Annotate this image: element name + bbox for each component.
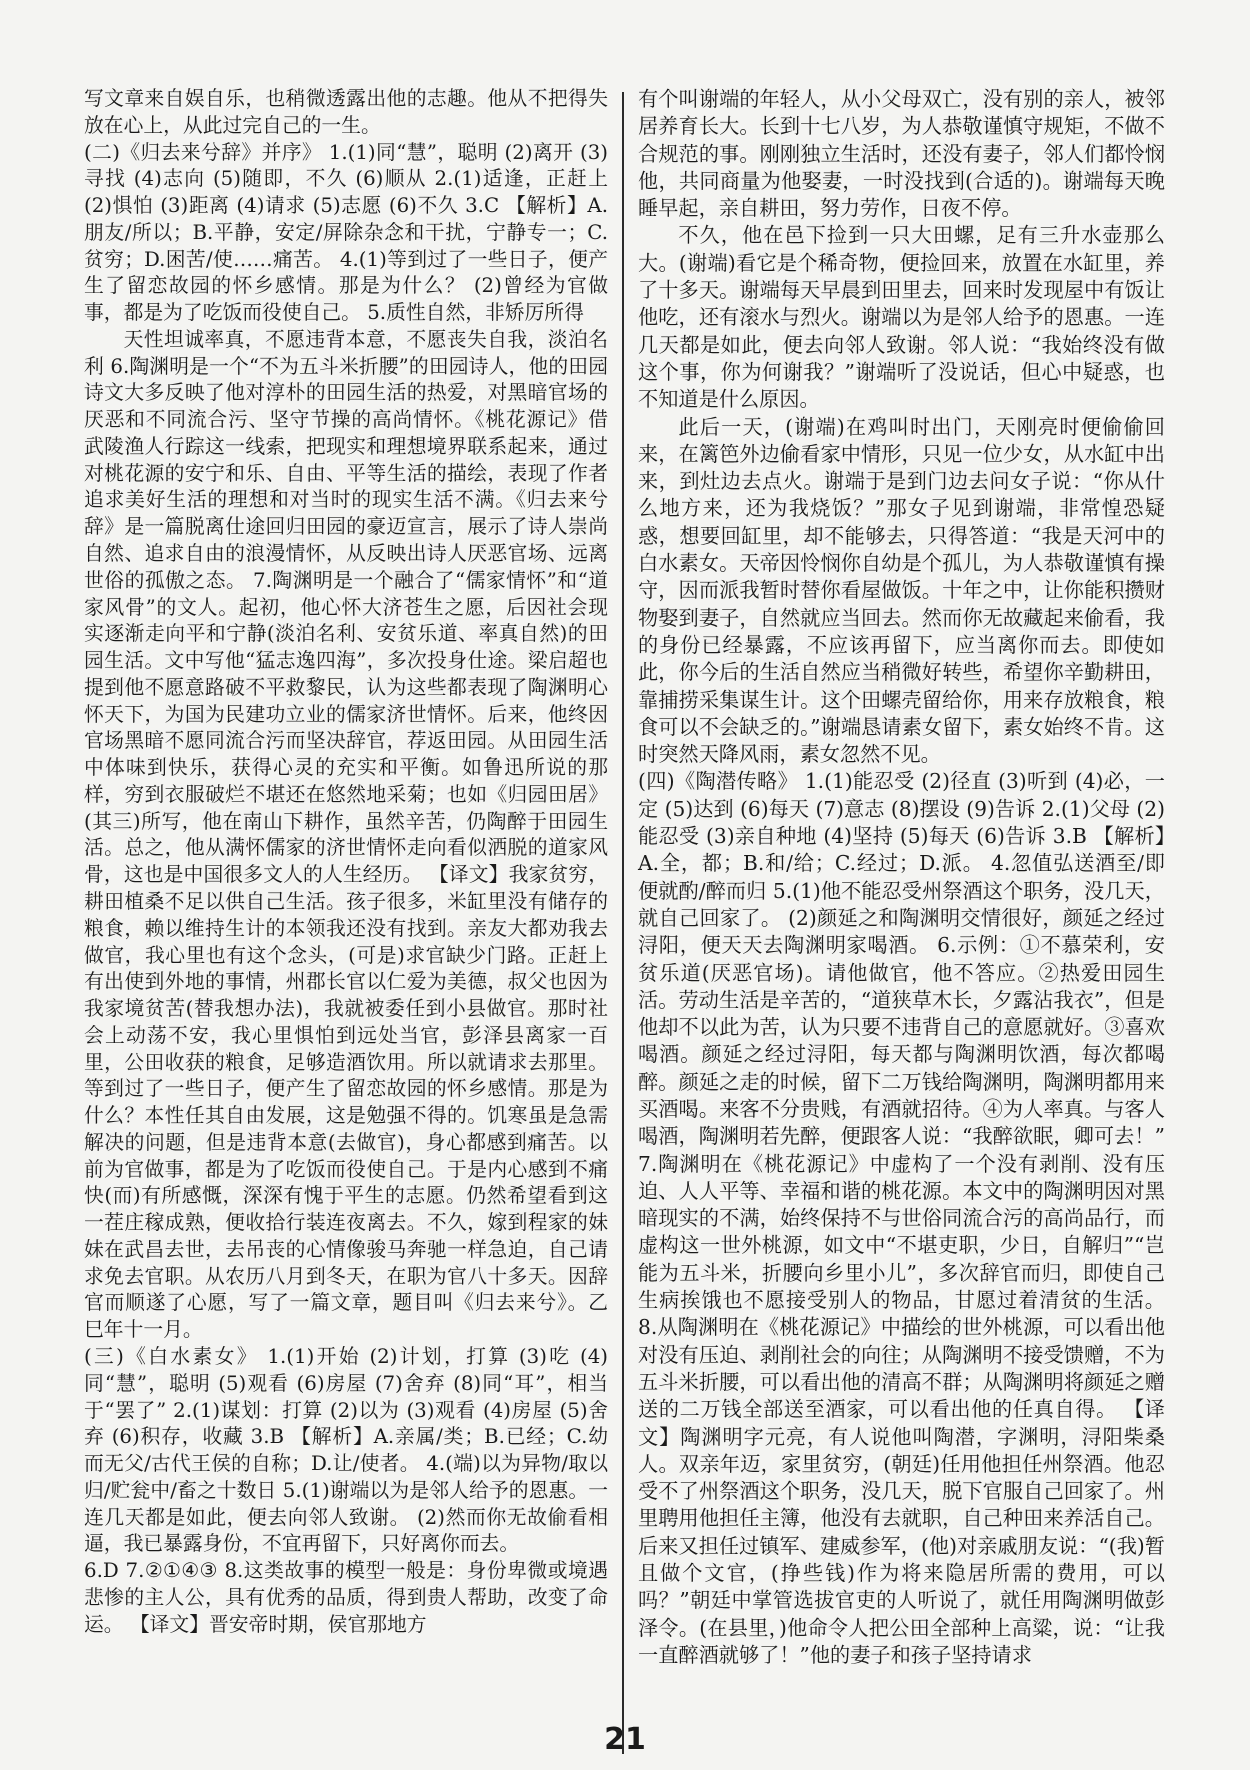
left-paragraph-3: 天性坦诚率真，不愿违背本意，不愿丧失自我，淡泊名利 6.陶渊明是一个“不为五斗米折腰”的田园诗人，他的田园诗文大多反映了他对淳朴的田园生活的热爱，对黑暗官场的厌恶和不同流合污、坚守节操的高尚情怀。《桃花源记》借武陵渔人行踪这一线索，把现实和理想境界联系起来，通过对桃花源的安宁和乐、自由、平等生活的描绘，表现了作者追求美好生活的理想和对当时的现实生活不满。《归去来兮辞》是一篇脱离仕途回归田园的豪迈宣言，展示了诗人崇尚自然、追求自由的浪漫情怀，从反映出诗人厌恶官场、远离世俗的孤傲之态。 7.陶渊明是一个融合了“儒家情怀”和“道家风骨”的文人。起初，他心怀大济苍生之愿，后因社会现实逐渐走向平和宁静(淡泊名利、安贫乐道、率真自然)的田园生活。文中写他“猛志逸四海”，多次投身仕途。梁启超也提到他不愿意路破不平救黎民，认为这些都表现了陶渊明心怀天下，为国为民建功立业的儒家济世情怀。后来，他终因官场黑暗不愿同流合污而坚决辞官，荐返田园。从田园生活中体味到快乐，获得心灵的充实和平衡。如鲁迅所说的那样，穷到衣服破烂不堪还在悠然地采菊；也如《归园田居》(其三)所写，他在南山下耕作，虽然辛苦，仍陶醉于田园生活。总之，他从满怀儒家的济世情怀走向看似洒脱的道家风骨，这也是中国很多文人的人生经历。 【译文】我家贫穷，耕田植桑不足以供自己生活。孩子很多，米缸里没有储存的粮食，赖以维持生计的本领我还没有找到。亲友大都劝我去做官，我心里也有这个念头，(可是)求官缺少门路。正赶上有出使到外地的事情，州郡长官以仁爱为美德，叔父也因为我家境贫苦(替我想办法)，我就被委任到小县做官。那时社会上动荡不安，我心里惧怕到远处当官，彭泽县离家一百里，公田收获的粮食，足够造酒饮用。所以就请求去那里。等到过了一些日子，便产生了留恋故园的怀乡感情。那是为什么？本性任其自由发展，这是勉强不得的。饥寒虽是急需解决的问题，但是违背本意(去做官)，身心都感到痛苦。以前为官做事，都是为了吃饭而役使自己。于是内心感到不痛快(而)有所感慨，深深有愧于平生的志愿。仍然希望看到这一茬庄稼成熟，便收拾行装连夜离去。不久，嫁到程家的妹妹在武昌去世，去吊丧的心情像骏马奔驰一样急迫，自己请求免去官职。从农历八月到冬天，在职为官八十多天。因辞官而顺遂了心愿，写了一篇文章，题目叫《归去来兮》。乙巳年十一月。 xyxy=(84,327,608,1342)
left-column xyxy=(84,86,608,1638)
left-paragraph-2: (二)《归去来兮辞》并序》 1.(1)同“慧”，聪明 (2)离开 (3)寻找 (4)志向 (5)随即，不久 (6)顺从 2.(1)适逢，正赶上 (2)惧怕 (3)距离 (4)请求 (5)志愿 (6)不久 3.C 【解析】A.朋友/所以；B.平静，安定/屏除杂念和干扰，宁静专一；C.贫穷；D.困苦/使……痛苦。 4.(1)等到过了一些日子，便产生了留恋故园的怀乡感情。那是为什么？ (2)曾经为官做事，都是为了吃饭而役使自己。 5.质性自然，非矫厉所得 xyxy=(84,140,608,325)
right-column xyxy=(638,86,1165,1669)
left-paragraph-5: 6.D 7.②①④③ 8.这类故事的模型一般是：身份卑微或境遇悲惨的主人公，具有优秀的品质，得到贵人帮助，改变了命运。 【译文】晋安帝时期，侯官那地方 xyxy=(84,1559,608,1636)
right-paragraph-2: 不久，他在邑下捡到一只大田螺，足有三升水壶那么大。(谢端)看它是个稀奇物，便捡回来，放置在水缸里，养了十多天。谢端每天早晨到田里去，回来时发现屋中有饭让他吃，还有滚水与烈火。谢端以为是邻人给予的恩惠。一连几天都是如此，便去向邻人致谢。邻人说：“我始终没有做这个事，你为何谢我？”谢端听了没说话，但心中疑惑，也不知道是什么原因。 xyxy=(638,223,1165,412)
column-divider xyxy=(622,92,624,1754)
right-paragraph-1: 有个叫谢端的年轻人，从小父母双亡，没有别的亲人，被邻居养育长大。长到十七八岁，为人恭敬谨慎守规矩，不做不合规范的事。刚刚独立生活时，还没有妻子，邻人们都怜悯他，共同商量为他娶妻，一时没找到(合适的)。谢端每天晚睡早起，亲自耕田，努力劳作，日夜不停。 xyxy=(638,87,1165,221)
page-number: 21 xyxy=(604,1722,646,1757)
left-paragraph-1: 写文章来自娱自乐，也稍微透露出他的志趣。他从不把得失放在心上，从此过完自己的一生。 xyxy=(84,87,608,137)
right-paragraph-4: (四)《陶潜传略》 1.(1)能忍受 (2)径直 (3)听到 (4)必，一定 (5)达到 (6)每天 (7)意志 (8)摆设 (9)告诉 2.(1)父母 (2)能忍受 (3)亲自种地 (4)坚持 (5)每天 (6)告诉 3.B 【解析】A.全，都；B.和/给；C.经过；D.派。 4.忽值弘送酒至/即便就酌/醉而归 5.(1)他不能忍受州祭酒这个职务，没几天，就自己回家了。 (2)颜延之和陶渊明交情很好，颜延之经过浔阳，便天天去陶渊明家喝酒。 6.示例：①不慕荣利，安贫乐道(厌恶官场)。请他做官，他不答应。②热爱田园生活。劳动生活是辛苦的，“道狭草木长，夕露沾我衣”，但是他却不以此为苦，认为只要不违背自己的意愿就好。③喜欢喝酒。颜延之经过浔阳，每天都与陶渊明饮酒，每次都喝醉。颜延之走的时候，留下二万钱给陶渊明，陶渊明都用来买酒喝。来客不分贵贱，有酒就招待。④为人率真。与客人喝酒，陶渊明若先醉，便跟客人说：“我醉欲眠，卿可去！” 7.陶渊明在《桃花源记》中虚构了一个没有剥削、没有压迫、人人平等、幸福和谐的桃花源。本文中的陶渊明因对黑暗现实的不满，始终保持不与世俗同流合污的高尚品行，而虚构这一世外桃源，如文中“不堪吏职，少日，自解归”“岂能为五斗米，折腰向乡里小儿”，多次辞官而归，即使自己生病挨饿也不愿接受别人的物品，甘愿过着清贫的生活。 8.从陶渊明在《桃花源记》中描绘的世外桃源，可以看出他对没有压迫、剥削社会的向往；从陶渊明不接受馈赠，不为五斗米折腰，可以看出他的清高不群；从陶渊明将颜延之赠送的二万钱全部送至酒家，可以看出他的任真自得。 【译文】陶渊明字元亮，有人说他叫陶潜，字渊明，浔阳柴桑人。双亲年迈，家里贫穷，(朝廷)任用他担任州祭酒。他忍受不了州祭酒这个职务，没几天，脱下官服自己回家了。州里聘用他担任主簿，他没有去就职，自己种田来养活自己。后来又担任过镇军、建威参军，(他)对亲戚朋友说：“(我)暂且做个文官，(挣些钱)作为将来隐居所需的费用，可以吗？”朝廷中掌管选拔官吏的人听说了，就任用陶渊明做彭泽令。(在县里，)他命令人把公田全部种上高粱，说：“让我一直醉酒就够了！”他的妻子和孩子坚持请求 xyxy=(638,769,1165,1667)
left-paragraph-4: (三)《白水素女》 1.(1)开始 (2)计划，打算 (3)吃 (4)同“慧”，聪明 (5)观看 (6)房屋 (7)舍弃 (8)同“耳”，相当于“罢了” 2.(1)谋划：打算 (2)以为 (3)观看 (4)房屋 (5)舍弃 (6)积存，收藏 3.B 【解析】A.亲属/类；B.已经；C.幼而无父/古代王侯的自称；D.让/使者。 4.(端)以为异物/取以归/贮瓮中/畜之十数日 5.(1)谢端以为是邻人给予的恩惠。一连几天都是如此，便去向邻人致谢。 (2)然而你无故偷看相逼，我已暴露身份，不宜再留下，只好离你而去。 xyxy=(84,1344,608,1556)
right-paragraph-3: 此后一天，(谢端)在鸡叫时出门，天刚亮时便偷偷回来，在篱笆外边偷看家中情形，只见一位少女，从水缸中出来，到灶边去点火。谢端于是到门边去问女子说：“你从什么地方来，还为我烧饭？”那女子见到谢端，非常惶恐疑惑，想要回缸里，却不能够去，只得答道：“我是天河中的白水素女。天帝因怜悯你自幼是个孤儿，为人恭敬谨慎有操守，因而派我暂时替你看屋做饭。十年之中，让你能积攒财物娶到妻子，自然就应当回去。然而你无故藏起来偷看，我的身份已经暴露，不应该再留下，应当离你而去。即使如此，你今后的生活自然应当稍微好转些，希望你辛勤耕田，靠捕捞采集谋生计。这个田螺壳留给你，用来存放粮食，粮食可以不会缺乏的。”谢端恳请素女留下，素女始终不肯。这时突然天降风雨，素女忽然不见。 xyxy=(638,414,1165,767)
